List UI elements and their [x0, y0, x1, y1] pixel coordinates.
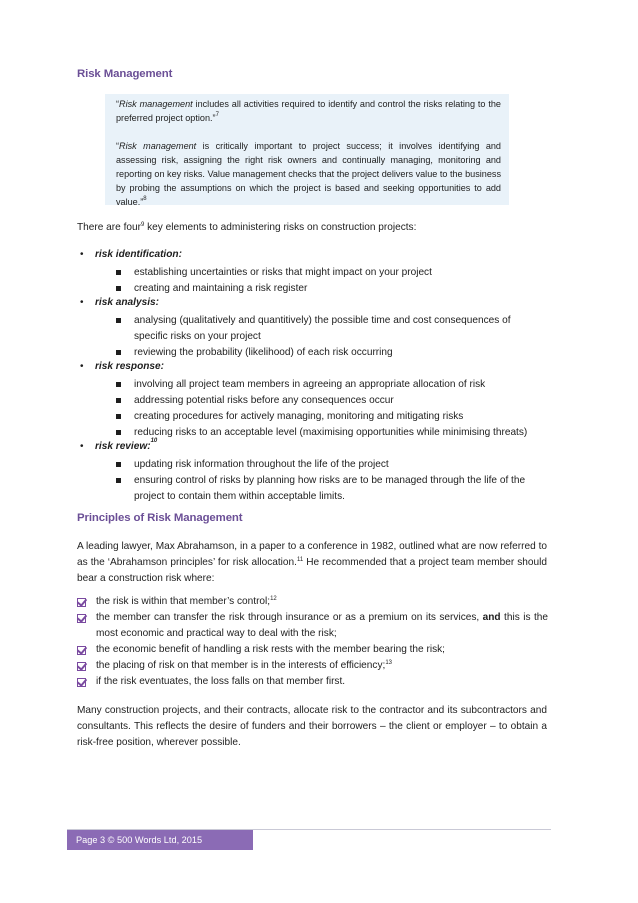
footnote-ref: 13 — [385, 660, 392, 666]
list-item: ensuring control of risks by planning how risks are to be managed through the life of the project to contain them within acceptable limits. — [134, 475, 526, 502]
list-item: analysing (qualitatively and quantitively) the possible time and cost consequences of specific risks on your project — [134, 315, 511, 342]
square-bullet — [116, 430, 121, 435]
square-bullet — [116, 270, 121, 275]
square-bullet — [116, 462, 121, 467]
footnote-ref: 8 — [143, 196, 147, 202]
checkbox-icon — [77, 662, 86, 671]
square-bullet — [116, 350, 121, 355]
criterion-item — [96, 658, 548, 674]
element-label-text: risk analysis: — [95, 297, 159, 308]
principles-paragraph — [77, 539, 547, 587]
criterion-text: the economic benefit of handling a risk rests with the member bearing the risk; — [96, 644, 445, 655]
square-bullet — [116, 382, 121, 387]
element-label-text: risk identification: — [95, 249, 182, 260]
square-bullet — [116, 286, 121, 291]
heading-risk-management: Risk Management — [77, 68, 173, 80]
list-item: involving all project team members in agreeing an appropriate allocation of risk — [134, 379, 486, 390]
footnote-ref: 11 — [296, 557, 304, 563]
square-bullet — [116, 478, 121, 483]
element-label-text: risk response: — [95, 361, 165, 372]
footnote-ref: 10 — [150, 438, 158, 444]
intro-text: key elements to administering risks on construction projects: — [144, 222, 417, 233]
list-item: creating procedures for actively managing, monitoring and mitigating risks — [134, 411, 464, 422]
quote-emphasis: Risk management — [119, 99, 193, 109]
bullet-dot: • — [80, 441, 84, 452]
element-label — [95, 249, 182, 260]
criterion-item — [96, 610, 548, 642]
page-footer: Page 3 © 500 Words Ltd, 2015 — [67, 830, 253, 850]
square-bullet — [116, 414, 121, 419]
element-label — [95, 297, 159, 308]
bullet-dot: • — [80, 249, 84, 260]
criterion-bold: and — [482, 612, 501, 623]
square-bullet — [116, 318, 121, 323]
list-item: reviewing the probability (likelihood) of each risk occurring — [134, 347, 393, 358]
list-item: updating risk information throughout the life of the project — [134, 459, 389, 470]
paragraph-text: He recommended that a project team member should bear a construction risk where: — [77, 557, 547, 584]
heading-principles: Principles of Risk Management — [77, 512, 243, 524]
quote-open-mark: “ — [116, 99, 120, 109]
criterion-item — [96, 594, 548, 610]
checkbox-icon — [77, 598, 86, 607]
list-item: establishing uncertainties or risks that might impact on your project — [134, 267, 432, 278]
criterion-item — [96, 674, 548, 690]
closing-paragraph: Many construction projects, and their contracts, allocate risk to the contractor and its subcontractors and consultants. This reflects the desire of funders and their borrowers – the client or employer – to obtain a risk-free position, wherever possible. — [77, 705, 547, 748]
quote-emphasis: Risk management — [119, 141, 197, 151]
footnote-ref: 12 — [270, 596, 277, 602]
quote-open-mark: “ — [116, 141, 120, 151]
criterion-text: this is the most economic and practical way to deal with the risk; — [96, 612, 548, 639]
criterion-text: if the risk eventuates, the loss falls on that member first. — [96, 676, 346, 687]
checkbox-icon — [77, 646, 86, 655]
intro-paragraph — [77, 220, 552, 236]
footnote-ref: 7 — [215, 112, 219, 118]
quote-paragraph-1 — [116, 97, 501, 125]
quote-text: includes all activities required to identify and control the risks relating to the preferred project option.” — [116, 99, 501, 123]
element-label-text: risk review: — [95, 441, 151, 452]
square-bullet — [116, 398, 121, 403]
bullet-dot: • — [80, 361, 84, 372]
element-label — [95, 361, 164, 372]
intro-text: There are four — [77, 222, 141, 233]
quote-box — [105, 94, 509, 205]
criterion-text: the member can transfer the risk through insurance or as a premium on its services, — [96, 612, 483, 623]
checkbox-icon — [77, 678, 86, 687]
list-item: reducing risks to an acceptable level (maximising opportunities while minimising threats) — [134, 427, 528, 438]
criterion-text: the risk is within that member’s control; — [96, 596, 271, 607]
checkbox-icon — [77, 614, 86, 623]
footnote-ref: 9 — [140, 222, 145, 228]
quote-text: is critically important to project success; it involves identifying and assessing risk, assigning the right risk owners and continually managing, monitoring and reporting on key risks. Value management checks that the project delivers value to the business by probing the assumptions on which the project is based and seeking opportunities to add value.” — [116, 141, 502, 207]
quote-paragraph-2 — [116, 139, 501, 209]
criterion-item — [96, 642, 548, 658]
criterion-text: the placing of risk on that member is in the interests of efficiency; — [96, 660, 386, 671]
list-item: addressing potential risks before any consequences occur — [134, 395, 394, 406]
list-item: creating and maintaining a risk register — [134, 283, 308, 294]
bullet-dot: • — [80, 297, 84, 308]
element-label — [95, 438, 158, 452]
paragraph-text: A leading lawyer, Max Abrahamson, in a paper to a conference in 1982, outlined what are now referred to as the ‘Abrahamson principles’ for risk allocation. — [77, 541, 547, 568]
